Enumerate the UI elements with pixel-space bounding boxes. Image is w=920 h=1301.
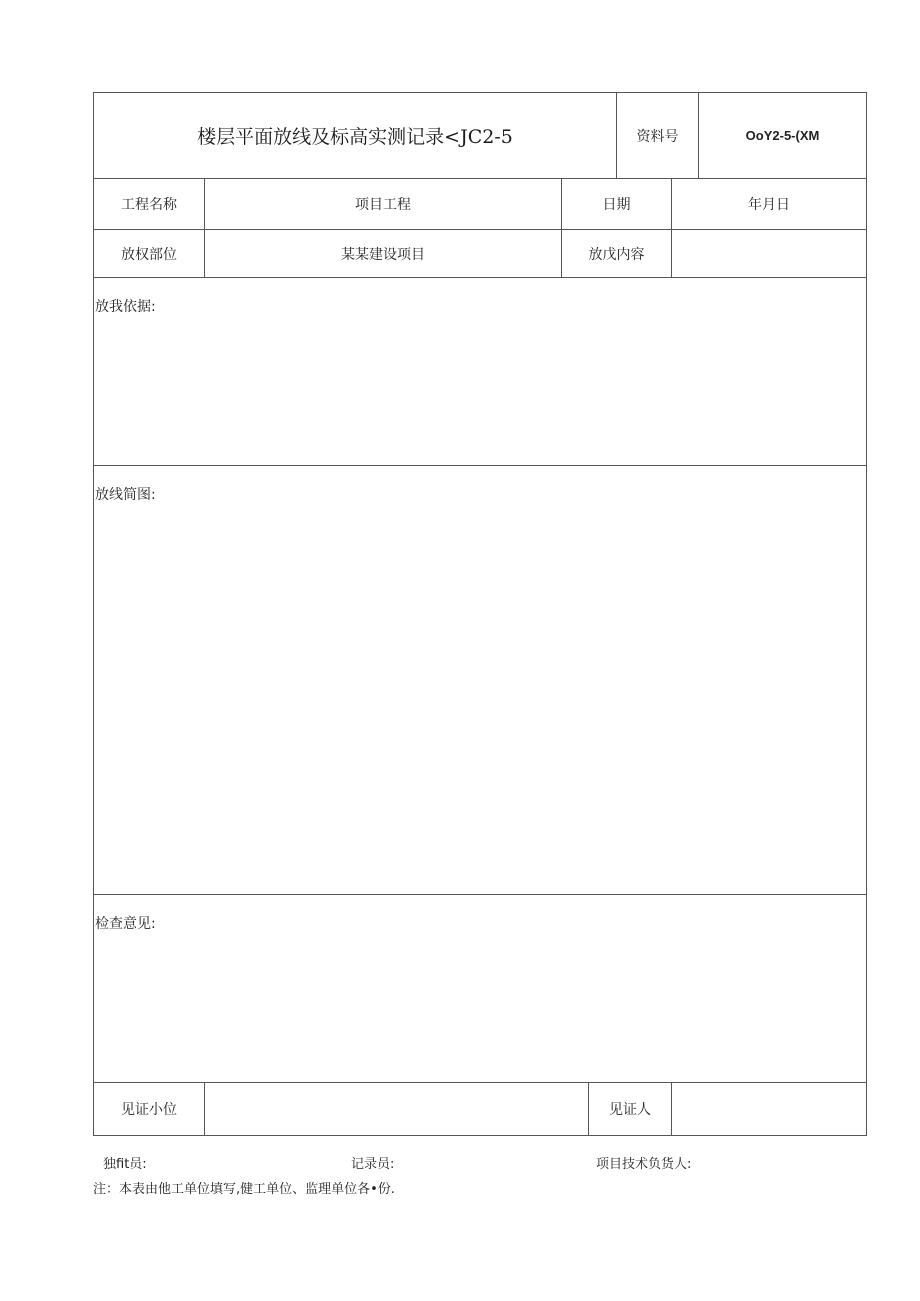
date-value[interactable]: 年月日 bbox=[748, 197, 790, 213]
witness-unit-label: 见证小位 bbox=[121, 1102, 177, 1118]
basis-area[interactable] bbox=[94, 318, 866, 464]
ref-number-value: OoY2-5-(XM bbox=[745, 128, 820, 143]
form-title: 楼层平面放线及标高实测记录<JC2-5 bbox=[197, 126, 513, 148]
inspection-area[interactable] bbox=[94, 935, 866, 1081]
form-note: 注：本表由他工单位填写,健工单位、监理单位各•份. bbox=[93, 1182, 395, 1197]
row-divider-basis bbox=[93, 465, 867, 466]
witness-person-label: 见证人 bbox=[609, 1102, 651, 1118]
location-value[interactable]: 某某建设项目 bbox=[341, 246, 425, 263]
recorder-signature-label: 记录员: bbox=[351, 1157, 395, 1172]
content-label: 放戊内容 bbox=[588, 246, 645, 263]
basis-label: 放我依据: bbox=[95, 299, 156, 315]
tech-lead-signature-label: 项目技术负货人: bbox=[596, 1157, 692, 1172]
ref-number-label: 资料号 bbox=[636, 128, 679, 145]
sketch-label: 放线简图: bbox=[95, 487, 156, 503]
content-value[interactable] bbox=[672, 230, 866, 277]
witness-person-value[interactable] bbox=[672, 1083, 866, 1135]
date-label: 日期 bbox=[602, 197, 631, 213]
table-bottom-border bbox=[93, 1135, 867, 1136]
row-divider-sketch bbox=[93, 894, 867, 895]
witness-unit-value[interactable] bbox=[205, 1083, 588, 1135]
project-name-value[interactable]: 项目工程 bbox=[355, 197, 411, 213]
sketch-area[interactable] bbox=[94, 506, 866, 893]
inspection-label: 检查意见: bbox=[95, 916, 156, 932]
row-divider-location bbox=[93, 277, 867, 278]
project-name-label: 工程名称 bbox=[121, 197, 177, 213]
inspector-signature-label: 独fit员: bbox=[103, 1157, 147, 1172]
table-right-border bbox=[866, 92, 867, 1136]
location-label: 放权部位 bbox=[121, 246, 177, 263]
